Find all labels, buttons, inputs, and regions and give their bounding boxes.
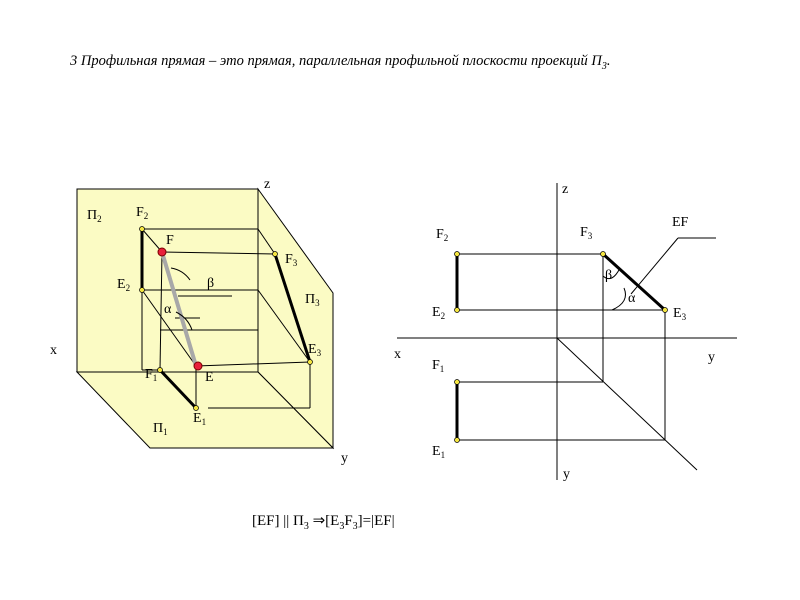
formula-part-3: F <box>344 513 353 529</box>
label-e2: $E_2$ <box>117 277 131 293</box>
right-label-f3: $F_3$ <box>580 225 593 241</box>
right-label-f2: $F_2$ <box>436 227 449 243</box>
heading-text: 3 Профильная прямая – это прямая, параллельная профильной плоскости проекций П <box>70 53 602 69</box>
formula-part-1: [EF] || П <box>252 513 304 529</box>
right-axis-y-right: y <box>708 350 715 365</box>
right-label-ef: EF <box>672 215 689 230</box>
label-e: E <box>205 370 214 385</box>
label-f3: $F_3$ <box>285 252 298 268</box>
heading-subscript: 3 <box>601 60 607 72</box>
label-pi2: $П_2$ <box>87 208 102 224</box>
label-e1: $E_1$ <box>193 411 207 427</box>
formula-part-4: ]=|EF| <box>357 513 395 529</box>
right-labels <box>394 182 715 482</box>
right-points <box>455 252 668 443</box>
right-label-f1: $F_1$ <box>432 358 445 374</box>
formula-sub-1: 3 <box>303 521 309 532</box>
label-pi1: $П_1$ <box>153 421 168 437</box>
right-axis-x: x <box>394 347 401 362</box>
right-label-e1: $E_1$ <box>432 444 446 460</box>
label-f1: $F_1$ <box>145 367 158 383</box>
formula-part-2: ⇒[E <box>308 513 340 529</box>
plane-pi2 <box>77 189 258 372</box>
right-axis-y-bottom: y <box>563 467 570 482</box>
formula-sub-3: 3 <box>352 521 358 532</box>
label-pi3: $П_3$ <box>305 292 320 308</box>
right-label-alpha: α <box>628 291 636 306</box>
label-alpha: α <box>164 302 172 317</box>
right-label-e2: $E_2$ <box>432 305 446 321</box>
point-f <box>158 248 166 256</box>
label-beta: β <box>207 276 215 291</box>
right-axis-z: z <box>562 182 569 197</box>
heading-end: . <box>606 53 611 69</box>
formula-sub-2: 3 <box>339 521 345 532</box>
label-f: F <box>166 233 174 248</box>
point-e <box>194 362 202 370</box>
spatial-diagram <box>77 189 333 448</box>
left-axis-y: y <box>341 451 348 466</box>
parallel-formula <box>252 511 395 532</box>
left-axis-z: z <box>264 177 271 192</box>
right-label-beta: β <box>605 268 613 283</box>
axis-diag-line <box>557 338 697 470</box>
right-label-e3: $E_3$ <box>673 306 687 322</box>
label-e3: $E_3$ <box>308 342 322 358</box>
label-f2: $F_2$ <box>136 205 149 221</box>
left-axis-x: x <box>50 343 57 358</box>
